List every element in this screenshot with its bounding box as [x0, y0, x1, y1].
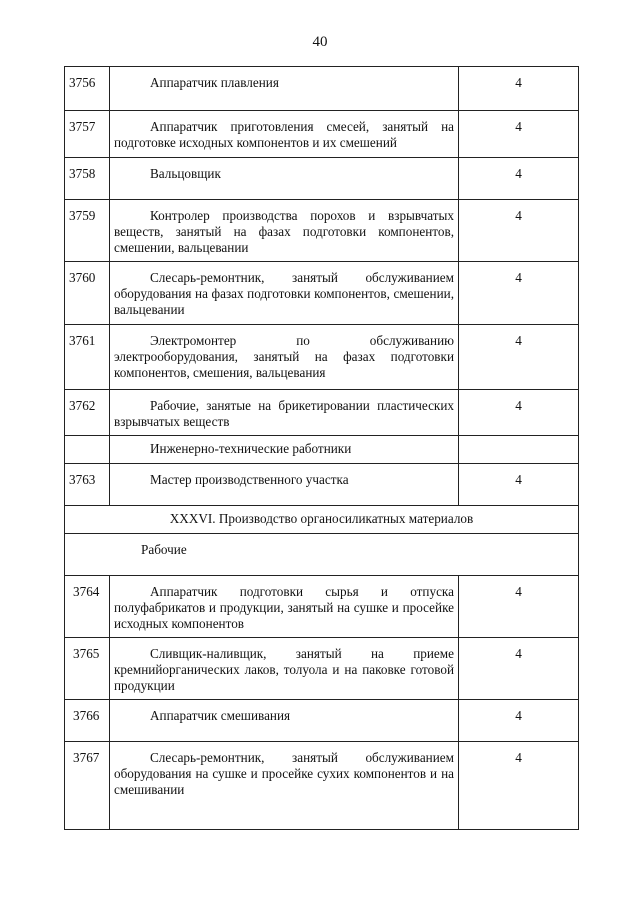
row-value: 4: [459, 158, 579, 200]
row-value: 4: [459, 67, 579, 111]
subheading-itr: Инженерно-технические работники: [110, 436, 459, 464]
row-text: Рабочие, занятые на брикетировании пластических взрывчатых веществ: [110, 390, 459, 436]
table-row: [65, 700, 579, 742]
section-title: XXXVI. Производство органосиликатных материалов: [65, 506, 579, 534]
row-value: 4: [459, 200, 579, 262]
row-text: Мастер производственного участка: [110, 464, 459, 506]
row-code: 3760: [65, 262, 110, 325]
row-text: Аппаратчик смешивания: [110, 700, 459, 742]
row-code: 3762: [65, 390, 110, 436]
row-code: 3765: [65, 638, 110, 700]
profession-table: [64, 66, 579, 830]
row-value: 4: [459, 700, 579, 742]
row-text: Аппаратчик подготовки сырья и отпуска полуфабрикатов и продукции, занятый на сушке и просейке исходных компонентов: [110, 576, 459, 638]
subheading-workers: Рабочие: [65, 534, 579, 576]
row-value: 4: [459, 742, 579, 830]
row-value: 4: [459, 390, 579, 436]
row-code: 3756: [65, 67, 110, 111]
row-text: Электромонтер по обслуживанию электрооборудования, занятый на фазах подготовки компонентов, смешения, вальцевания: [110, 325, 459, 390]
row-value: 4: [459, 576, 579, 638]
table-row: [65, 638, 579, 700]
row-code: 3767: [65, 742, 110, 830]
page-number: 40: [312, 34, 328, 50]
table-row: [65, 325, 579, 390]
row-code: 3764: [65, 576, 110, 638]
row-value: 4: [459, 464, 579, 506]
table-row: [65, 390, 579, 436]
row-text: Аппаратчик приготовления смесей, занятый на подготовке исходных компонентов и их смешений: [110, 111, 459, 158]
table-row: [65, 158, 579, 200]
table-row: [65, 742, 579, 830]
table-row: [65, 111, 579, 158]
row-value: 4: [459, 638, 579, 700]
row-value: 4: [459, 262, 579, 325]
row-value: 4: [459, 325, 579, 390]
row-text: Контролер производства порохов и взрывчатых веществ, занятый на фазах подготовки компонентов, смешении, вальцевании: [110, 200, 459, 262]
row-code: 3757: [65, 111, 110, 158]
row-code: 3761: [65, 325, 110, 390]
subheading-row: [65, 534, 579, 576]
row-text: Сливщик-наливщик, занятый на приеме кремнийорганических лаков, толуола и на паковке готовой продукции: [110, 638, 459, 700]
table-row: [65, 262, 579, 325]
row-text: Аппаратчик плавления: [110, 67, 459, 111]
row-value: 4: [459, 111, 579, 158]
row-text: Вальцовщик: [110, 158, 459, 200]
table-row: [65, 200, 579, 262]
table-row: [65, 67, 579, 111]
row-code: 3766: [65, 700, 110, 742]
row-code: 3763: [65, 464, 110, 506]
row-text: Слесарь-ремонтник, занятый обслуживанием оборудования на фазах подготовки компонентов, смешении, вальцевании: [110, 262, 459, 325]
row-code: 3759: [65, 200, 110, 262]
section-row: [65, 506, 579, 534]
row-code: 3758: [65, 158, 110, 200]
row-text: Слесарь-ремонтник, занятый обслуживанием оборудования на сушке и просейке сухих компонентов и на смешивании: [110, 742, 459, 830]
table-row: [65, 576, 579, 638]
table-row: [65, 464, 579, 506]
subheading-row: [65, 436, 579, 464]
